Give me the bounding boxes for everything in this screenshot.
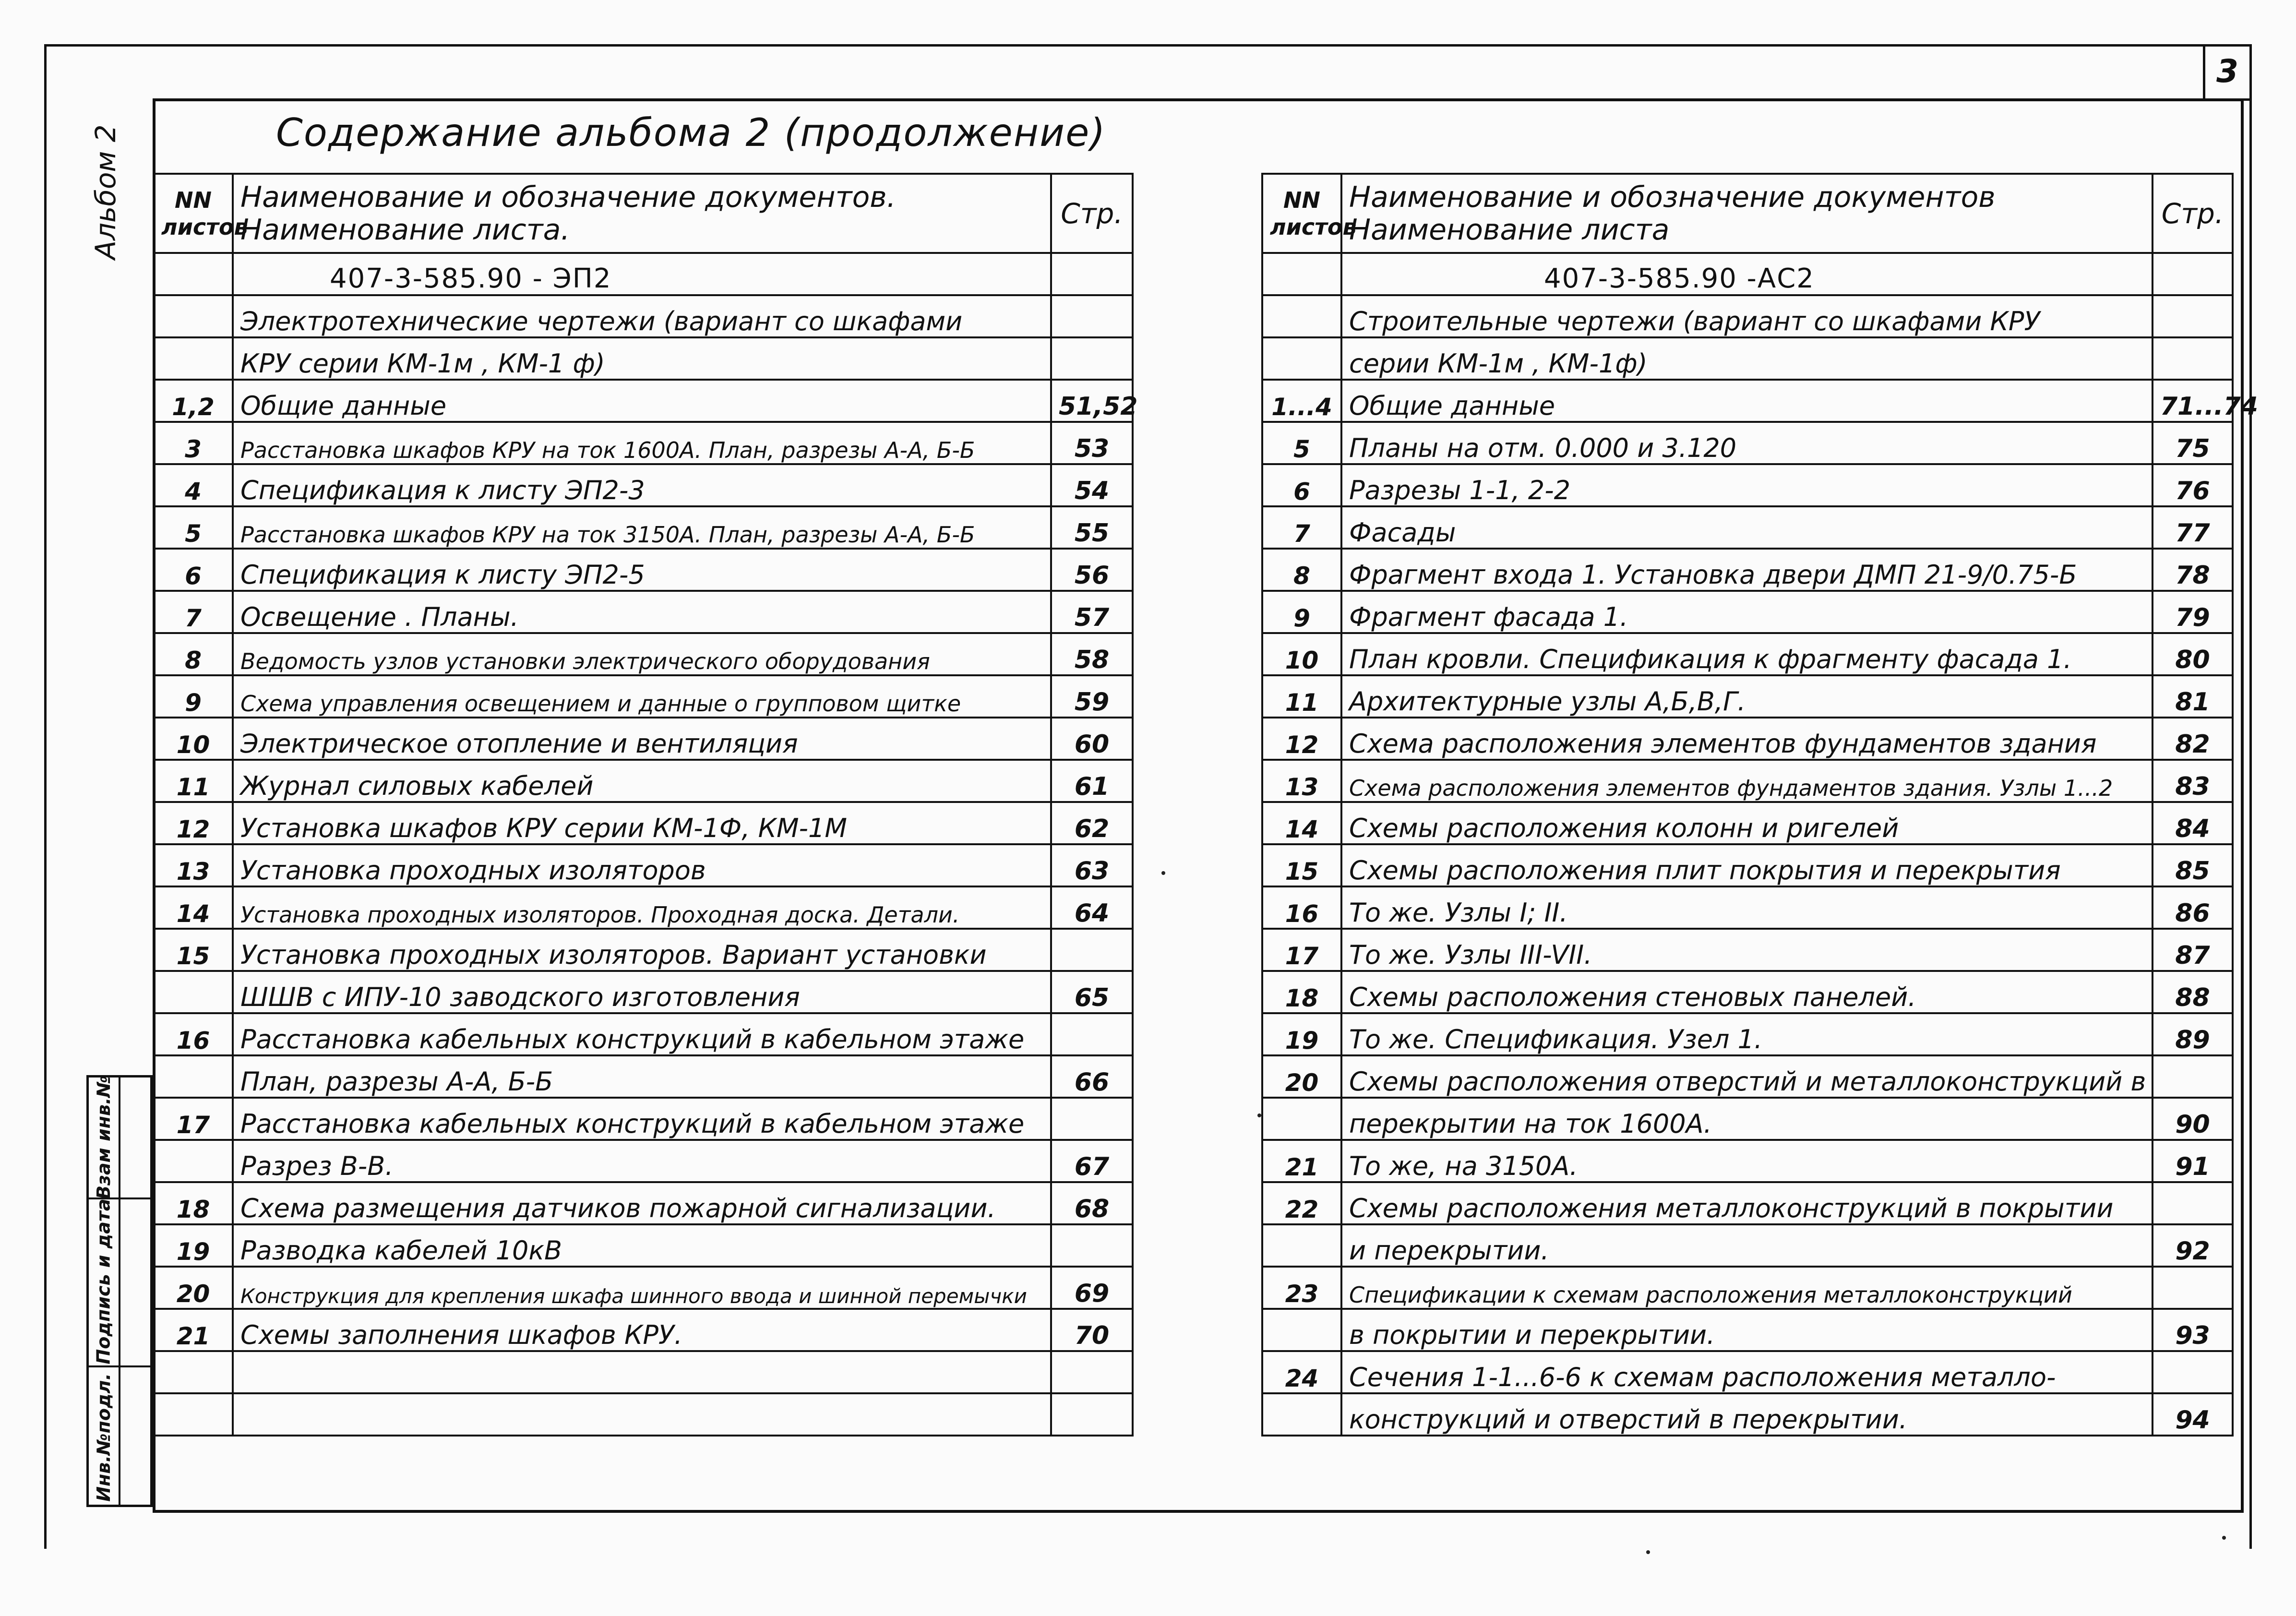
table-row (1262, 1393, 2233, 1436)
sheet-name-cell: Разрез В-В. (233, 1140, 1051, 1182)
table-row (154, 929, 1133, 971)
sheet-name-cell: в покрытии и перекрытии. (1341, 1309, 2152, 1351)
table-row (1262, 464, 2233, 506)
table-row (154, 1182, 1133, 1224)
sheet-number-cell: 20 (1262, 1055, 1341, 1098)
table-row (1262, 718, 2233, 760)
document-code: 407-3-585.90 -АС2 (1341, 253, 2152, 295)
page-number-cell (2152, 1055, 2233, 1098)
sheet-name-cell: Схемы расположения плит покрытия и перекрытия (1341, 844, 2152, 886)
sheet-name-cell: Фрагмент фасада 1. (1341, 591, 2152, 633)
sheet-number-cell (1262, 1098, 1341, 1140)
sheet-number-cell: 23 (1262, 1267, 1341, 1309)
sheet-name-cell: То же, на 3150А. (1341, 1140, 2152, 1182)
sheet-number-cell (1262, 1224, 1341, 1267)
sheet-name-cell: Спецификация к листу ЭП2-5 (233, 549, 1051, 591)
stamp-signature-cell: Подпись и дата (93, 1198, 114, 1365)
page-number-cell: 94 (2152, 1393, 2233, 1436)
sheet-number-cell: 17 (1262, 929, 1341, 971)
sheet-name-cell (233, 1393, 1051, 1436)
page-number-cell: 78 (2152, 549, 2233, 591)
table-row (154, 1224, 1133, 1267)
table-row (1262, 549, 2233, 591)
sheet-number-cell: 7 (1262, 506, 1341, 549)
page-number-cell: 88 (2152, 971, 2233, 1013)
sheet-number-cell: 17 (154, 1098, 233, 1140)
sheet-name-cell: Схема управления освещением и данные о групповом щитке (233, 675, 1051, 718)
page-number-cell: 85 (2152, 844, 2233, 886)
sheet-number-cell: 18 (154, 1182, 233, 1224)
sheet-name-cell: и перекрытии. (1341, 1224, 2152, 1267)
section-intro: серии КМ-1м , КМ-1ф) (1341, 337, 2152, 380)
sheet-name-cell: Архитектурные узлы А,Б,В,Г. (1341, 675, 2152, 718)
page-number-cell (1051, 1393, 1133, 1436)
sheet-name-cell: Схемы расположения стеновых панелей. (1341, 971, 2152, 1013)
table-row (1262, 929, 2233, 971)
page-number-cell (1051, 1351, 1133, 1393)
sheet-number-cell: 20 (154, 1267, 233, 1309)
header-name: Наименование и обозначение документов Наименование листа (1341, 174, 2152, 253)
table-row (1262, 844, 2233, 886)
table-row (154, 971, 1133, 1013)
sheet-number-cell: 10 (154, 718, 233, 760)
page-number-cell (2152, 1182, 2233, 1224)
page-number-cell: 92 (2152, 1224, 2233, 1267)
table-row (1262, 380, 2233, 422)
sheet-number-cell: 1...4 (1262, 380, 1341, 422)
table-row (1262, 1309, 2233, 1351)
code-row (1262, 253, 2233, 295)
header-num: NN листов (154, 174, 233, 253)
page-number-cell: 66 (1051, 1055, 1133, 1098)
toc-table-right (1261, 173, 2258, 1436)
sheet-name-cell: Установка проходных изоляторов. Вариант установки (233, 929, 1051, 971)
page-number-cell: 54 (1051, 464, 1133, 506)
page-number-cell: 80 (2152, 633, 2233, 675)
page-number-cell (2152, 1267, 2233, 1309)
sheet-name-cell: Установка шкафов КРУ серии КМ-1Ф, КМ-1М (233, 802, 1051, 844)
sheet-number-cell: 6 (1262, 464, 1341, 506)
table-row (154, 1140, 1133, 1182)
table-row (154, 1393, 1133, 1436)
page-number-cell: 87 (2152, 929, 2233, 971)
sheet-name-cell: Фрагмент входа 1. Установка двери ДМП 21-9/0.75-Б (1341, 549, 2152, 591)
sheet-number-cell: 4 (154, 464, 233, 506)
table-row (154, 802, 1133, 844)
sheet-name-cell: ШШВ с ИПУ-10 заводского изготовления (233, 971, 1051, 1013)
header-name: Наименование и обозначение документов. Наименование листа. (233, 174, 1051, 253)
sheet-name-cell: перекрытии на ток 1600А. (1341, 1098, 2152, 1140)
page-number-cell: 57 (1051, 591, 1133, 633)
header-page: Стр. (2152, 174, 2233, 253)
page-number-cell: 68 (1051, 1182, 1133, 1224)
page-number-cell: 75 (2152, 422, 2233, 464)
sheet-name-cell: Освещение . Планы. (233, 591, 1051, 633)
page-number-cell: 70 (1051, 1309, 1133, 1351)
sheet-name-cell: Схема расположения элементов фундаментов здания. Узлы 1...2 (1341, 760, 2152, 802)
section-intro-row (1262, 295, 2233, 337)
table-row (154, 760, 1133, 802)
sheet-name-cell: План, разрезы А-А, Б-Б (233, 1055, 1051, 1098)
table-row (154, 844, 1133, 886)
sheet-number-cell: 12 (1262, 718, 1341, 760)
sheet-number-cell: 19 (1262, 1013, 1341, 1055)
sheet-number-cell: 14 (1262, 802, 1341, 844)
sheet-number-cell: 13 (154, 844, 233, 886)
page-number-cell: 67 (1051, 1140, 1133, 1182)
sheet-name-cell: Сечения 1-1...6-6 к схемам расположения металло- (1341, 1351, 2152, 1393)
page-number-cell (1051, 1224, 1133, 1267)
sheet-name-cell: Установка проходных изоляторов. Проходная доска. Детали. (233, 886, 1051, 929)
sheet-number-cell (154, 1393, 233, 1436)
sheet-number-cell: 16 (1262, 886, 1341, 929)
table-row (1262, 760, 2233, 802)
page-number-cell: 63 (1051, 844, 1133, 886)
sheet-name-cell: То же. Спецификация. Узел 1. (1341, 1013, 2152, 1055)
table-row (154, 464, 1133, 506)
sheet-number-cell (1262, 1309, 1341, 1351)
table-row (1262, 1055, 2233, 1098)
sheet-name-cell: Конструкция для крепления шкафа шинного ввода и шинной перемычки (233, 1267, 1051, 1309)
section-intro: КРУ серии КМ-1м , КМ-1 ф) (233, 337, 1051, 380)
sheet-number-cell: 22 (1262, 1182, 1341, 1224)
sheet-name-cell: Схемы заполнения шкафов КРУ. (233, 1309, 1051, 1351)
table-row (1262, 1098, 2233, 1140)
page-number-cell: 81 (2152, 675, 2233, 718)
sheet-name-cell: Схема расположения элементов фундаментов здания (1341, 718, 2152, 760)
sheet-number-cell: 18 (1262, 971, 1341, 1013)
scan-speck (1646, 1550, 1650, 1554)
sheet-name-cell: Фасады (1341, 506, 2152, 549)
toc-header-row (1262, 174, 2233, 253)
table-row (1262, 971, 2233, 1013)
page-number-cell (1051, 1098, 1133, 1140)
table-row (1262, 802, 2233, 844)
table-row (154, 1098, 1133, 1140)
page-number-cell: 56 (1051, 549, 1133, 591)
toc-header-row (154, 174, 1133, 253)
table-row (154, 718, 1133, 760)
sheet-number-cell: 9 (1262, 591, 1341, 633)
document-code: 407-3-585.90 - ЭП2 (233, 253, 1051, 295)
page-number-cell: 53 (1051, 422, 1133, 464)
sheet-number-cell: 13 (1262, 760, 1341, 802)
sheet-number-cell (1262, 1393, 1341, 1436)
sheet-number-cell (154, 1351, 233, 1393)
section-intro-row (154, 295, 1133, 337)
table-row (154, 1309, 1133, 1351)
page-number-cell: 71...74 (2152, 380, 2233, 422)
page-number-cell: 82 (2152, 718, 2233, 760)
sheet-name-cell: Расстановка кабельных конструкций в кабельном этаже (233, 1098, 1051, 1140)
sheet-number-cell: 1,2 (154, 380, 233, 422)
page-number-cell: 62 (1051, 802, 1133, 844)
sheet-name-cell: Электрическое отопление и вентиляция (233, 718, 1051, 760)
table-row (1262, 1224, 2233, 1267)
table-row (154, 591, 1133, 633)
page-number-cell: 89 (2152, 1013, 2233, 1055)
sheet-number-cell: 6 (154, 549, 233, 591)
table-row (1262, 422, 2233, 464)
stamp-replace-cell: Взам инв.№ (93, 1075, 114, 1200)
table-row (154, 886, 1133, 929)
sheet-number-cell: 24 (1262, 1351, 1341, 1393)
sheet-name-cell: Схемы расположения металлоконструкций в покрытии (1341, 1182, 2152, 1224)
page-number-cell: 61 (1051, 760, 1133, 802)
table-row (1262, 1013, 2233, 1055)
table-row (1262, 1140, 2233, 1182)
section-intro-row (154, 337, 1133, 380)
sheet-name-cell: Общие данные (233, 380, 1051, 422)
table-row (154, 506, 1133, 549)
page-number-cell: 83 (2152, 760, 2233, 802)
page-number-cell: 79 (2152, 591, 2233, 633)
page-number-cell (1051, 1013, 1133, 1055)
sheet-name-cell: Разводка кабелей 10кВ (233, 1224, 1051, 1267)
sheet-number-cell: 15 (154, 929, 233, 971)
sheet-name-cell: Разрезы 1-1, 2-2 (1341, 464, 2152, 506)
sheet-number-cell: 21 (1262, 1140, 1341, 1182)
page-number-cell: 86 (2152, 886, 2233, 929)
page-number-cell: 90 (2152, 1098, 2233, 1140)
scan-speck (2222, 1536, 2226, 1540)
sheet-name-cell: Общие данные (1341, 380, 2152, 422)
page-number-cell: 60 (1051, 718, 1133, 760)
toc-table-left (153, 173, 1138, 1436)
scan-speck (1257, 1113, 1261, 1117)
table-row (1262, 633, 2233, 675)
header-page: Стр. (1051, 174, 1133, 253)
page-number-cell: 55 (1051, 506, 1133, 549)
sheet-name-cell: Расстановка шкафов КРУ на ток 3150А. План, разрезы А-А, Б-Б (233, 506, 1051, 549)
sheet-name-cell: Расстановка шкафов КРУ на ток 1600А. План, разрезы А-А, Б-Б (233, 422, 1051, 464)
page-number-cell: 51,52 (1051, 380, 1133, 422)
table-row (1262, 1182, 2233, 1224)
table-row (154, 1351, 1133, 1393)
table-row (154, 1013, 1133, 1055)
table-row (154, 675, 1133, 718)
sheet-name-cell: Спецификации к схемам расположения металлоконструкций (1341, 1267, 2152, 1309)
sheet-number: 3 (2203, 44, 2249, 101)
sheet-name-cell: Ведомость узлов установки электрического оборудования (233, 633, 1051, 675)
page-number-cell: 65 (1051, 971, 1133, 1013)
table-row (154, 1055, 1133, 1098)
sheet-number-cell: 10 (1262, 633, 1341, 675)
sheet-number-cell: 14 (154, 886, 233, 929)
sheet-number-cell: 3 (154, 422, 233, 464)
table-row (1262, 591, 2233, 633)
sheet-name-cell: конструкций и отверстий в перекрытии. (1341, 1393, 2152, 1436)
sheet-number-cell: 16 (154, 1013, 233, 1055)
section-intro: Строительные чертежи (вариант со шкафами КРУ (1341, 295, 2152, 337)
page-number-cell: 64 (1051, 886, 1133, 929)
side-stamp (86, 1075, 153, 1507)
sheet-number-cell: 15 (1262, 844, 1341, 886)
page-number-cell: 84 (2152, 802, 2233, 844)
page-number-cell: 69 (1051, 1267, 1133, 1309)
sheet-number-cell: 5 (1262, 422, 1341, 464)
sheet-number-cell: 5 (154, 506, 233, 549)
sheet-number-cell: 11 (154, 760, 233, 802)
stamp-inv-cell: Инв.№подл. (93, 1373, 115, 1502)
page-number-cell (2152, 1351, 2233, 1393)
sheet-number-cell: 9 (154, 675, 233, 718)
page-number-cell: 91 (2152, 1140, 2233, 1182)
sheet-name-cell: То же. Узлы III-VII. (1341, 929, 2152, 971)
page-number-cell: 59 (1051, 675, 1133, 718)
code-row (154, 253, 1133, 295)
sheet-number-cell: 11 (1262, 675, 1341, 718)
table-row (154, 549, 1133, 591)
sheet-number-cell: 8 (154, 633, 233, 675)
table-row (1262, 886, 2233, 929)
section-intro: Электротехнические чертежи (вариант со шкафами (233, 295, 1051, 337)
section-intro-row (1262, 337, 2233, 380)
sheet-name-cell: Схема размещения датчиков пожарной сигнализации. (233, 1182, 1051, 1224)
page-number-cell (1051, 929, 1133, 971)
sheet-name-cell: То же. Узлы I; II. (1341, 886, 2152, 929)
table-row (1262, 675, 2233, 718)
table-row (154, 422, 1133, 464)
sheet-number-cell (154, 1140, 233, 1182)
page-number-cell: 93 (2152, 1309, 2233, 1351)
header-num: NN листов (1262, 174, 1341, 253)
sheet-name-cell: Установка проходных изоляторов (233, 844, 1051, 886)
sheet-number-cell: 7 (154, 591, 233, 633)
table-row (1262, 1267, 2233, 1309)
album-label: Альбом 2 (89, 124, 122, 260)
table-row (1262, 506, 2233, 549)
sheet-name-cell: Схемы расположения отверстий и металлоконструкций в (1341, 1055, 2152, 1098)
sheet-number-cell (154, 1055, 233, 1098)
sheet-number-cell (154, 971, 233, 1013)
sheet-number-cell: 8 (1262, 549, 1341, 591)
page-number-cell: 77 (2152, 506, 2233, 549)
sheet-name-cell (233, 1351, 1051, 1393)
table-row (154, 1267, 1133, 1309)
sheet-name-cell: Спецификация к листу ЭП2-3 (233, 464, 1051, 506)
sheet-number-cell: 12 (154, 802, 233, 844)
page-number-cell: 76 (2152, 464, 2233, 506)
table-row (154, 633, 1133, 675)
sheet-name-cell: Расстановка кабельных конструкций в кабельном этаже (233, 1013, 1051, 1055)
page-number-cell: 58 (1051, 633, 1133, 675)
page-title: Содержание альбома 2 (продолжение) (276, 110, 1106, 155)
sheet-name-cell: Схемы расположения колонн и ригелей (1341, 802, 2152, 844)
sheet-name-cell: Журнал силовых кабелей (233, 760, 1051, 802)
sheet-name-cell: Планы на отм. 0.000 и 3.120 (1341, 422, 2152, 464)
table-row (154, 380, 1133, 422)
sheet-number-cell: 19 (154, 1224, 233, 1267)
table-row (1262, 1351, 2233, 1393)
sheet-name-cell: План кровли. Спецификация к фрагменту фасада 1. (1341, 633, 2152, 675)
sheet-number-cell: 21 (154, 1309, 233, 1351)
scan-speck (1161, 871, 1165, 875)
